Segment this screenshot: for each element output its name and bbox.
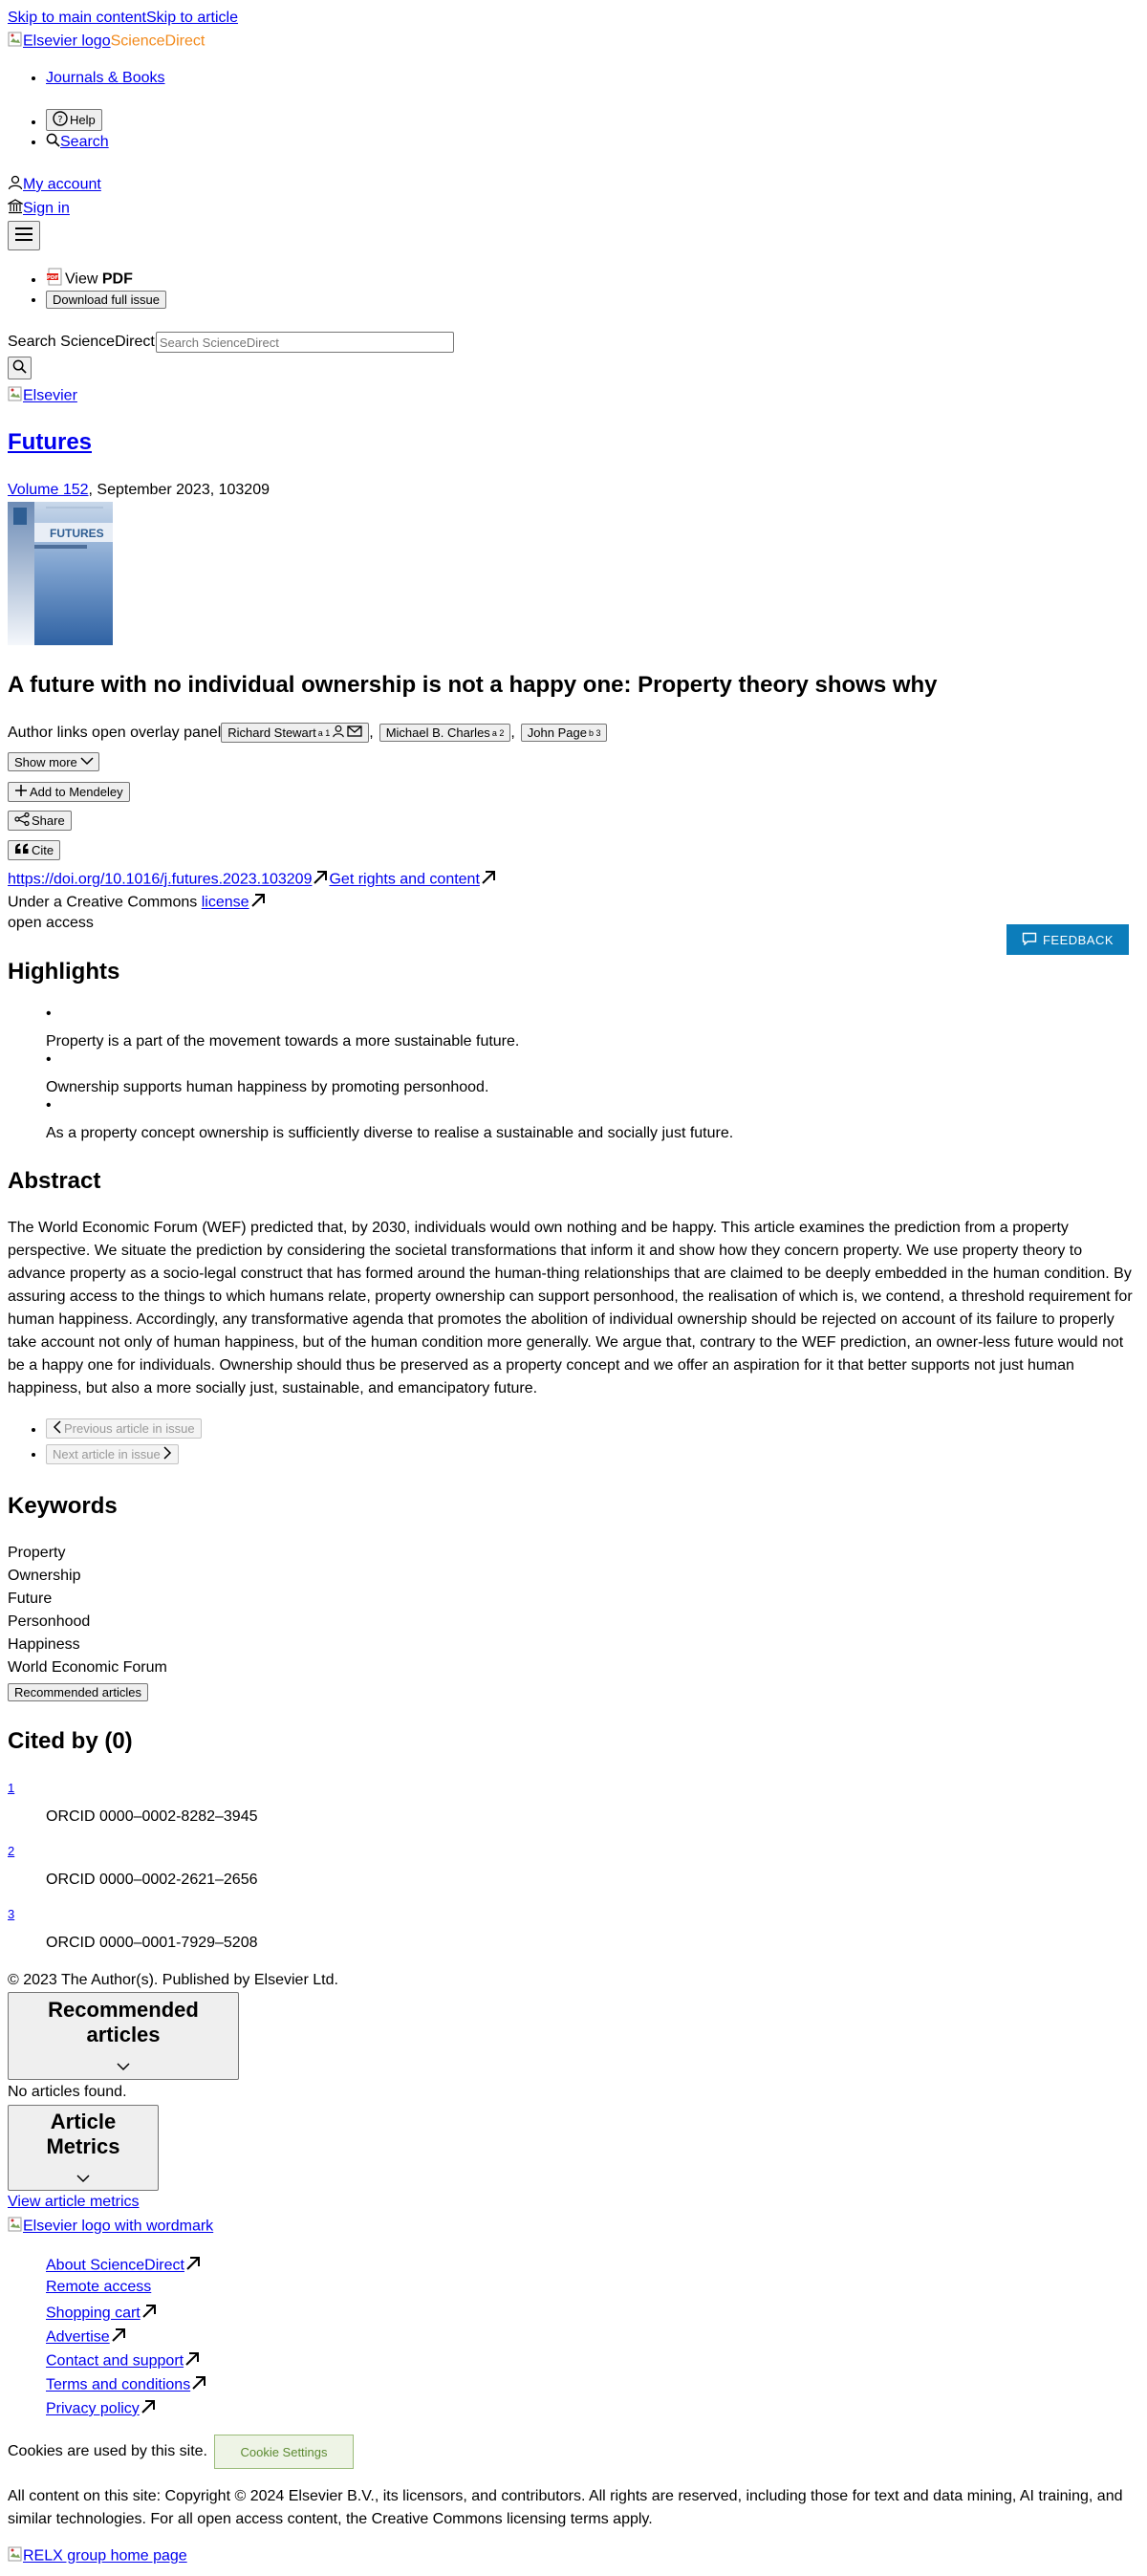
footer-link-row	[46, 2374, 207, 2396]
keywords-heading: Keywords	[8, 1493, 118, 1519]
abstract-text: The World Economic Forum (WEF) predicted that, by 2030, individuals would own nothing and be happy. This article examines the prediction from a property perspective. We situate the prediction by considering the societal transformations that inform it and show how they concern property. We use property theory to advance property as a socio-legal construct that has formed around the human-thing relationships that are claimed to be deeply embedded in the human condition. By assuring access to the things to which humans relate, property ownership can support personhood, the realisation of which is, we contend, a threshold requirement for human happiness. Accordingly, any transformative agenda that promotes the abolition of individual ownership should be rejected on account of its failure to properly take account not only of human happiness, but of the human condition more generally. We argue that, contrary to the WEF prediction, an owner-less future would not be a happy one for individuals. Ownership should thus be preserved as a property concept and we offer an aspiration for it that better supports not just human happiness, but also a more socially just, sustainable, and emancipatory future.	[8, 1220, 1133, 1396]
recommended-heading: Recommended articles	[48, 1997, 199, 2046]
broken-image-icon	[8, 32, 23, 52]
author-name: Michael B. Charles	[385, 725, 490, 740]
feedback-label: FEEDBACK	[1042, 932, 1115, 947]
elsevier-link[interactable]: Elsevier	[23, 387, 77, 404]
footer-link-row	[46, 2350, 201, 2372]
cite-label: Cite	[32, 843, 54, 857]
help-icon	[53, 111, 68, 129]
author-list	[8, 723, 607, 743]
search-submit-button[interactable]	[8, 357, 32, 379]
open-access-label: open access	[8, 915, 94, 931]
show-more-label: Show more	[14, 755, 77, 769]
author-separator: ,	[369, 724, 374, 741]
relx-link[interactable]: RELX group home page	[23, 2547, 187, 2565]
author-affiliation: a 1	[317, 727, 331, 738]
relx-logo[interactable]	[8, 2546, 187, 2566]
show-more-button[interactable]	[8, 752, 99, 771]
broken-image-icon	[8, 386, 23, 406]
external-link-icon	[184, 2350, 201, 2372]
footer-link-row	[46, 2255, 202, 2277]
article-toolbar	[46, 268, 166, 309]
keyword: Future	[8, 1591, 53, 1607]
broken-image-icon	[8, 2546, 23, 2566]
view-label: View	[65, 271, 98, 288]
footer-link-row	[46, 2327, 127, 2349]
keyword: Personhood	[8, 1613, 91, 1630]
skip-links	[8, 10, 238, 27]
license-prefix: Under a Creative Commons	[8, 894, 202, 911]
chevron-right-icon	[162, 1446, 172, 1462]
advertise-link[interactable]: Advertise	[46, 2328, 110, 2346]
metrics-heading: Article Metrics	[46, 2109, 120, 2158]
cookie-settings-button[interactable]: Cookie Settings	[214, 2435, 354, 2469]
header-nav	[46, 70, 165, 87]
external-link-icon	[190, 2374, 207, 2396]
external-link-icon	[480, 869, 497, 891]
author-button[interactable]	[521, 724, 608, 742]
my-account-row[interactable]	[8, 175, 101, 195]
chevron-down-icon	[76, 2173, 91, 2187]
highlight-item: Property is a part of the movement towards a more sustainable future.	[46, 1033, 520, 1050]
keyword: Happiness	[8, 1636, 80, 1653]
chevron-left-icon	[53, 1420, 62, 1437]
abstract-heading: Abstract	[8, 1168, 101, 1194]
previous-article-button[interactable]	[46, 1418, 202, 1439]
highlight-item: As a property concept ownership is sufficiently diverse to realise a sustainable and socially just future.	[46, 1125, 734, 1141]
add-mendeley-button[interactable]	[8, 782, 130, 802]
about-link[interactable]: About ScienceDirect	[46, 2257, 184, 2274]
journal-cover[interactable]	[8, 502, 113, 645]
keyword: Property	[8, 1545, 66, 1561]
envelope-icon	[347, 725, 362, 741]
external-link-icon	[141, 2303, 158, 2325]
license-row	[8, 892, 267, 914]
sciencedirect-brand[interactable]: ScienceDirect	[110, 32, 206, 50]
broken-image-icon	[8, 2217, 23, 2237]
search-input[interactable]	[156, 332, 454, 353]
svg-text:?: • ?	[57, 115, 63, 125]
highlight-item: Ownership supports human happiness by promoting personhood.	[46, 1079, 489, 1095]
share-label: Share	[32, 813, 65, 828]
external-link-icon	[110, 2327, 127, 2349]
quote-icon	[14, 842, 30, 858]
keyword: World Economic Forum	[8, 1659, 167, 1676]
author-name: Richard Stewart	[227, 725, 316, 740]
hamburger-icon	[13, 225, 34, 247]
shopping-cart-link[interactable]: Shopping cart	[46, 2305, 141, 2322]
footer-logo[interactable]	[8, 2217, 213, 2237]
search-icon	[46, 133, 60, 152]
chevron-down-icon	[116, 2061, 131, 2075]
footer-link-row	[46, 2398, 157, 2420]
previous-article-label: • Previous article in issue	[64, 1421, 195, 1436]
institution-icon	[8, 199, 23, 219]
recommended-articles-toggle[interactable]	[8, 1992, 239, 2080]
search-link[interactable]: Search	[60, 134, 109, 151]
list-bullet: •	[46, 1006, 52, 1022]
person-icon	[332, 725, 345, 741]
journal-title-link[interactable]: Futures	[8, 429, 93, 455]
help-button[interactable]	[46, 109, 102, 131]
view-pdf-link[interactable]	[65, 271, 133, 288]
footnote-text: ORCID 0000–0001-7929–5208	[46, 1935, 258, 1951]
keyword: Ownership	[8, 1568, 81, 1584]
external-link-icon	[312, 869, 329, 891]
remote-access-link[interactable]: Remote access	[46, 2279, 152, 2295]
issue-info: , September 2023, 103209	[88, 482, 270, 498]
footer-link-row	[46, 2279, 151, 2296]
get-rights-link[interactable]: Get rights and content	[329, 871, 480, 888]
journal-title	[8, 429, 92, 456]
author-affiliation: b 3	[588, 727, 601, 738]
sign-in-row[interactable]	[8, 199, 70, 219]
footnote-number[interactable]: 3	[8, 1907, 15, 1921]
volume-info	[8, 482, 270, 499]
feedback-button[interactable]	[1006, 924, 1129, 955]
volume-link[interactable]: Volume 152	[8, 482, 89, 498]
author-button[interactable]	[221, 723, 369, 743]
footer-elsevier-link[interactable]: Elsevier logo with wordmark	[23, 2218, 214, 2235]
plus-icon	[14, 784, 28, 800]
share-icon	[14, 812, 30, 829]
author-links-label: Author links open overlay panel	[8, 724, 222, 741]
list-bullet: •	[46, 1097, 52, 1114]
highlights-heading: Highlights	[8, 959, 120, 985]
author-name: John Page	[527, 725, 587, 740]
article-copyright: © 2023 The Author(s). Published by Elsevier Ltd.	[8, 1972, 338, 1988]
chevron-down-icon	[79, 755, 95, 769]
cited-by-heading: Cited by (0)	[8, 1728, 133, 1754]
next-article-button[interactable]	[46, 1444, 179, 1464]
article-metrics-toggle[interactable]	[8, 2105, 159, 2191]
cookies-text: Cookies are used by this site.	[8, 2443, 207, 2459]
download-full-issue-button[interactable]: Download full issue	[46, 291, 166, 309]
my-account-link[interactable]: My account	[23, 176, 101, 193]
next-article-label: • Next article in issue	[53, 1447, 161, 1461]
footnote-text: ORCID 0000–0002-2621–2656	[46, 1872, 258, 1888]
doi-link[interactable]: https://doi.org/10.1016/j.futures.2023.103209	[8, 871, 313, 888]
privacy-link[interactable]: Privacy policy	[46, 2400, 140, 2417]
journals-books-link[interactable]: Journals & Books	[46, 70, 165, 86]
search-row	[8, 332, 454, 353]
author-separator: ,	[510, 724, 515, 741]
external-link-icon	[140, 2398, 157, 2420]
footnote-number[interactable]: 1	[8, 1781, 15, 1795]
speech-bubble-icon	[1022, 932, 1037, 948]
footer-link-row	[46, 2303, 158, 2325]
menu-button[interactable]	[8, 221, 40, 250]
skip-to-article-link[interactable]: Skip to article	[145, 10, 239, 26]
footer-copyright: All content on this site: Copyright © 2024 Elsevier B.V., its licensors, and contributors. All rights are reserved, including those for text and data mining, AI training, and similar technologies. For all open access content, the Creative Commons licensing terms apply.	[8, 2488, 1123, 2527]
publisher-logo[interactable]	[8, 386, 77, 406]
license-link[interactable]: license	[201, 894, 249, 911]
svg-text:PDF: • PDF	[46, 275, 59, 281]
external-link-icon	[249, 892, 267, 914]
external-link-icon	[184, 2255, 202, 2277]
doi-row	[8, 869, 497, 891]
cover-title: FUTURES	[50, 527, 104, 540]
footnote-number[interactable]: 2	[8, 1844, 15, 1858]
sign-in-link[interactable]: Sign in	[23, 200, 70, 217]
no-articles-text: No articles found.	[8, 2084, 127, 2100]
search-icon	[12, 359, 27, 377]
pdf-icon	[46, 268, 65, 292]
terms-link[interactable]: Terms and conditions	[46, 2376, 191, 2393]
recommended-articles-button[interactable]: Recommended articles	[8, 1683, 148, 1701]
cite-button[interactable]	[8, 840, 60, 860]
article-title: A future with no individual ownership is not a happy one: Property theory shows why	[8, 672, 938, 698]
header-tools	[46, 109, 109, 152]
author-button[interactable]	[379, 724, 511, 742]
help-label: Help	[70, 113, 96, 127]
skip-to-main-link[interactable]: Skip to main content	[8, 10, 146, 26]
list-bullet: •	[46, 1051, 52, 1068]
share-button[interactable]	[8, 811, 72, 831]
elsevier-logo-link[interactable]: Elsevier logo	[23, 32, 111, 50]
author-affiliation: a 2	[491, 727, 505, 738]
view-article-metrics-link[interactable]: View article metrics	[8, 2194, 140, 2210]
footnote-text: ORCID 0000–0002-8282–3945	[46, 1808, 258, 1825]
contact-support-link[interactable]: Contact and support	[46, 2352, 184, 2370]
article-pagination	[46, 1418, 202, 1464]
add-mendeley-label: Add to Mendeley	[30, 785, 123, 799]
search-label: Search ScienceDirect	[8, 334, 155, 350]
pdf-label: PDF	[101, 271, 133, 288]
user-icon	[8, 175, 23, 195]
header-logo[interactable]	[8, 32, 205, 52]
